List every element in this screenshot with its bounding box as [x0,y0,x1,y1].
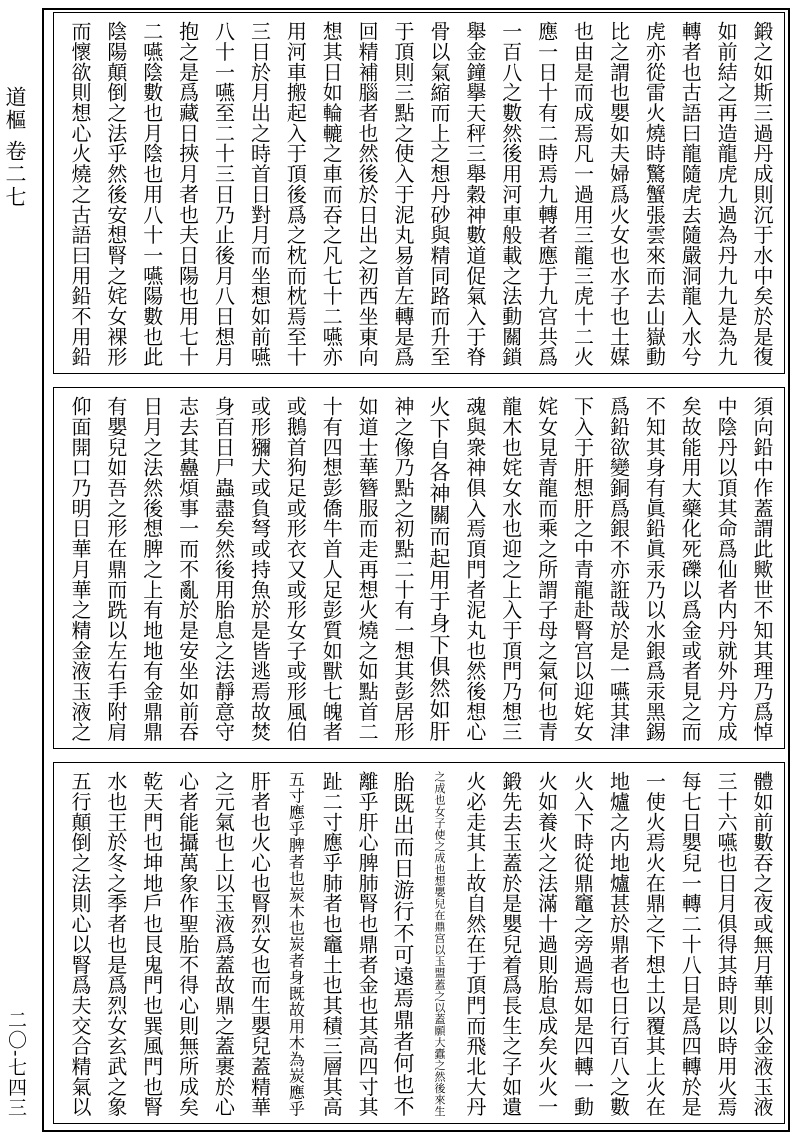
text-panel-lower [53,762,785,1124]
text-column: 十有四想彭僑牛首人足彭質如獸七魄者 [319,396,344,742]
text-column: 也由是而成焉凡一過用三龍三虎十二火 [570,21,595,367]
text-column: 回精補腦者也然後於日出之初西坐東向 [355,21,380,367]
text-column: 骨以氣縮而上之想丹砂與精同路而升至 [426,21,451,367]
text-column: 三日於月出之時首日對月而坐想如前嚥 [247,21,272,367]
text-column: 心者能攝萬象作聖胎不得心則無所成矣 [175,771,200,1117]
text-column: 日月之法然後想脾之上有地地有金鼎鼎 [139,396,164,742]
text-panel-upper [53,12,785,374]
text-column: 乾天門也坤地戶也艮鬼門也巽風門也腎 [139,771,164,1117]
page-number: 二〇‐七四三 [5,1010,27,1118]
text-column: 之元氣也上以玉液爲蓋故鼎之蓋裹於心 [211,771,236,1117]
text-column: 五行顛倒之法則心以腎爲夫交合精氣以 [67,771,92,1117]
text-column: 而懷欲則想心火燒之古語曰用鉛不用鉛 [67,21,92,367]
text-column: 一使火焉火在鼎之下想土以覆其上火在 [642,771,667,1117]
text-column: 地爐之内地爐甚於鼎者也日行百八之數 [606,771,631,1117]
text-column: 體如前數吞之夜或無月華則以金液玉液 [750,771,775,1117]
text-column: 想其日如輪轆之車而吞之凡七十二嚥亦 [319,21,344,367]
text-column: 比之謂也嬰如夫婦爲火女也水子也土媒 [606,21,631,367]
text-column: 舉金鐘擧天秤三舉穀神數道促氣入于脊 [462,21,487,367]
text-column: 離乎肝心脾肺腎也鼎者金也其高四寸其 [355,771,380,1117]
text-column: 神之像乃點之初點二十有一想其彭居形 [391,396,416,742]
text-column: 姹女見青龍而乘之所謂子母之氣何也青 [534,396,559,742]
text-column: 有嬰兒如吾之形在鼎而跣以左右手附肩 [103,396,128,742]
text-column: 如道士華簪服而走再想火燒之如點首二 [355,396,380,742]
text-column: 用河車搬起入于頂後爲之枕而枕焉至十 [283,21,308,367]
text-column: 八十一嚥至二十三日乃止後月八日想月 [211,21,236,367]
text-column: 胎既出而日游行不可遠焉鼎者何也不 [391,771,416,1117]
text-column: 仰面開口乃明日華月華之精金液玉液之 [67,396,92,742]
text-column: 一百八之數然後用河車般載之法動關鎖 [498,21,523,367]
text-column: 趾二寸應乎肺者也竈土也其積三層其高 [319,771,344,1117]
text-column: 火入下時從鼎竈之旁過焉如是四轉一動 [570,771,595,1117]
text-panel-middle [53,387,785,749]
text-column: 不知其身有眞鉛眞汞乃以水銀爲汞黑錫 [642,396,667,742]
text-column: 之成也女子使之成也想嬰兒在鼎宫以玉盟蓋之以蓋願大蠹之然後來生 [432,771,446,1117]
text-column: 或鵝首狗足或形衣又或形女子或形風伯 [283,396,308,742]
text-column: 龍木也姹女水也迎之上入于頂門乃想三 [498,396,523,742]
text-column: 鍛先去玉蓋於是嬰兒着爲長生之子如遺 [498,771,523,1117]
text-column: 中陰丹以頂其命爲仙者内丹就外丹方成 [714,396,739,742]
text-column: 三十六嚥也日月俱得其時則以時用火焉 [714,771,739,1117]
text-column: 鍛之如斯三過丹成則沉于水中矣於是復 [750,21,775,367]
text-column: 爲鉛欲變銅爲銀不亦誑哉於是一嚥其津 [606,396,631,742]
volume-label: 卷二七 [3,140,27,209]
book-title: 道樞 [3,86,27,132]
text-column: 火必走其上故自然在于頂門而飛北大丹 [462,771,487,1117]
text-column: 須向鉛中作蓋謂此歟世不知其理乃爲悼 [750,396,775,742]
text-column: 肝者也火心也腎烈女也而生嬰兒蓋精華 [247,771,272,1117]
text-column: 轉者也古語曰龍隨虎去隨嚴洞龍入水兮 [678,21,703,367]
text-column: 二嚥陰數也月陰也用八十一嚥陽數也此 [139,21,164,367]
text-column: 抱之是爲藏日挾月者也夫日陽也用七十 [175,21,200,367]
text-column: 火下自各神關而起用于身下俱然如肝 [426,396,451,742]
text-column: 水也王於冬之季者也是爲烈女玄武之象 [103,771,128,1117]
text-column: 如前結之再造龍虎九過為丹九九是為九 [714,21,739,367]
text-column: 矣故能用大藥化死礫以爲金或者見之而 [678,396,703,742]
text-column: 身百日尸蟲盡矣然後用胎息之法靜意守 [211,396,236,742]
text-column: 陰陽顛倒之法乎然後安想腎之姹女裸形 [103,21,128,367]
text-column: 魂與衆神俱入焉頂門者泥丸也然後想心 [462,396,487,742]
text-column: 下入于肝想肝之中青龍赴腎宫以迎姹女 [570,396,595,742]
text-column: 志去其蠱煩事一而不亂於是安坐如前吞 [175,396,200,742]
text-column: 虎亦從雷火燒時驚蟹張雲來而去山嶽動 [642,21,667,367]
text-column: 或形獼犬或負弩或持魚於是皆逃焉故焚 [247,396,272,742]
text-column: 火如養火之法滿十過則胎息成矣火火一 [534,771,559,1117]
text-column: 五寸應乎脾者也炭木也炭者身既故用木為炭應乎 [286,771,306,1117]
text-column: 于頂則三點之使入于泥丸易首左轉是爲 [391,21,416,367]
text-column: 每七日嬰兒一轉二十八日是爲四轉於是 [678,771,703,1117]
text-column: 應一日十有二時焉九轉者應于九宫共爲 [534,21,559,367]
